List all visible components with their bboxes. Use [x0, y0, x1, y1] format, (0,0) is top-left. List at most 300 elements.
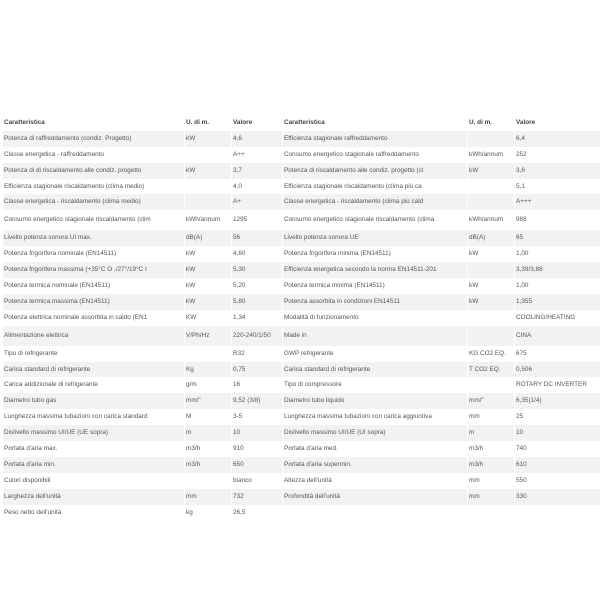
cell-unit-left	[185, 294, 232, 310]
cell-text: kW	[186, 134, 196, 142]
cell-unit-left	[185, 409, 232, 425]
cell-text: Portata d'aria min.	[4, 460, 56, 468]
cell-text: 0,506	[516, 365, 532, 373]
cell-text: 65	[516, 234, 524, 242]
cell-characteristic-left	[3, 346, 185, 362]
cell-text: mm	[469, 492, 480, 500]
cell-value-right	[515, 362, 600, 378]
cell-text: Diametro tubo gas	[4, 397, 57, 405]
cell-text: Livello potenza sonora UI max.	[4, 234, 92, 242]
cell-characteristic-right	[283, 505, 468, 521]
header-characteristic-left: Caratteristica	[3, 115, 185, 131]
cell-unit-right	[468, 179, 515, 195]
cell-characteristic-left	[3, 441, 185, 457]
cell-text: Portata d'aria max.	[4, 445, 58, 453]
cell-unit-right	[468, 246, 515, 262]
cell-text: m	[469, 429, 475, 437]
cell-text: Modalità di funzionamento	[284, 313, 359, 321]
cell-value-left	[232, 246, 283, 262]
table-row	[3, 326, 600, 346]
table-row	[3, 210, 600, 230]
cell-characteristic-right	[283, 425, 468, 441]
cell-unit-left	[185, 377, 232, 393]
cell-value-right	[515, 377, 600, 393]
cell-value-right	[515, 163, 600, 179]
table-row	[3, 362, 600, 378]
cell-text: 9,52 (3/8)	[233, 397, 261, 405]
cell-text: Potenza termica minima (EN14511)	[284, 282, 385, 290]
cell-characteristic-right	[283, 346, 468, 362]
cell-text: m3/h	[469, 445, 484, 453]
cell-value-left	[232, 262, 283, 278]
cell-characteristic-left	[3, 194, 185, 210]
cell-text: kW	[469, 250, 479, 258]
cell-value-left	[232, 294, 283, 310]
cell-text: Classe energetica - raffreddamento	[4, 150, 105, 158]
cell-characteristic-right	[283, 310, 468, 326]
cell-unit-left	[185, 505, 232, 521]
cell-unit-right	[468, 262, 515, 278]
cell-text: m3/h	[469, 460, 484, 468]
cell-characteristic-left	[3, 505, 185, 521]
cell-value-left	[232, 131, 283, 147]
cell-unit-right	[468, 425, 515, 441]
cell-unit-right	[468, 457, 515, 473]
cell-text: kW	[469, 297, 479, 305]
cell-characteristic-right	[283, 179, 468, 195]
cell-value-right	[515, 441, 600, 457]
cell-text: Potenza frigorifera nominale (EN14511)	[4, 250, 117, 258]
cell-text: m	[186, 429, 192, 437]
cell-text: Dislivello massimo UI/UE (UI sopra)	[284, 429, 386, 437]
cell-text: KG CO2 EQ.	[469, 349, 506, 357]
cell-unit-right	[468, 163, 515, 179]
table-row	[3, 194, 600, 210]
cell-value-right	[515, 147, 600, 163]
cell-value-left	[232, 230, 283, 246]
cell-text: Consumo energetico stagionale riscaldamento (clim	[4, 216, 151, 224]
table-row	[3, 294, 600, 310]
cell-text: Consumo energetico stagionale raffreddamento	[284, 150, 419, 158]
cell-text: Colori disponibili	[4, 476, 51, 484]
cell-unit-right	[468, 441, 515, 457]
cell-value-right	[515, 262, 600, 278]
cell-characteristic-right	[283, 230, 468, 246]
cell-value-left	[232, 194, 283, 210]
cell-characteristic-right	[283, 278, 468, 294]
cell-characteristic-right	[283, 393, 468, 409]
cell-text: m3/h	[186, 445, 201, 453]
cell-text: 5,30	[233, 266, 246, 274]
cell-text: 0,75	[233, 365, 246, 373]
cell-value-right	[515, 131, 600, 147]
cell-text: 4,60	[233, 250, 246, 258]
cell-unit-right	[468, 230, 515, 246]
cell-characteristic-left	[3, 147, 185, 163]
table-row	[3, 393, 600, 409]
cell-characteristic-left	[3, 210, 185, 230]
cell-value-right	[515, 489, 600, 505]
cell-unit-right	[468, 278, 515, 294]
cell-text: Potenza termica massima (EN14511)	[4, 297, 110, 305]
cell-text: kW	[469, 166, 479, 174]
cell-characteristic-left	[3, 425, 185, 441]
cell-characteristic-right	[283, 163, 468, 179]
cell-characteristic-left	[3, 457, 185, 473]
cell-text: CINA	[516, 331, 532, 339]
cell-unit-right	[468, 489, 515, 505]
cell-text: Potenza termica nominale (EN14511)	[4, 282, 111, 290]
cell-text: 10	[516, 429, 524, 437]
table-row	[3, 409, 600, 425]
cell-unit-left	[185, 278, 232, 294]
cell-value-right	[515, 294, 600, 310]
cell-unit-right	[468, 473, 515, 489]
cell-characteristic-left	[3, 489, 185, 505]
cell-text: bianco	[233, 476, 252, 484]
cell-text: A++	[233, 150, 245, 158]
cell-text: 5,80	[233, 297, 246, 305]
cell-text: Classe energetica - riscaldamento (clima medio)	[4, 198, 141, 206]
cell-unit-left	[185, 441, 232, 457]
cell-value-left	[232, 425, 283, 441]
cell-value-left	[232, 179, 283, 195]
cell-text: dB(A)	[186, 234, 203, 242]
cell-text: kWh/annum	[186, 216, 221, 224]
cell-text: V/Ph/Hz	[186, 331, 210, 339]
cell-text: 732	[233, 492, 244, 500]
cell-characteristic-left	[3, 294, 185, 310]
cell-text: Potenza frigorifera massima (+35°C O ./27°/19°C I	[4, 266, 147, 274]
cell-text: 252	[516, 150, 527, 158]
cell-text: 3,39/3,88	[516, 266, 543, 274]
cell-unit-left	[185, 194, 232, 210]
cell-text: A+	[233, 198, 241, 206]
cell-unit-right	[468, 346, 515, 362]
cell-text: mm/"	[186, 397, 201, 405]
spec-table	[3, 115, 600, 520]
cell-text: KW	[186, 313, 197, 321]
cell-text: Carica standard di refrigerante	[284, 365, 371, 373]
cell-text: 330	[516, 492, 527, 500]
cell-text: 1,355	[516, 297, 532, 305]
cell-text: 1,34	[233, 313, 246, 321]
cell-value-left	[232, 393, 283, 409]
header-value-left: Valore	[232, 115, 283, 131]
cell-text: Efficienza energetica secondo la norma EN14511-201	[284, 266, 437, 274]
cell-value-right	[515, 210, 600, 230]
cell-value-right	[515, 473, 600, 489]
cell-characteristic-right	[283, 131, 468, 147]
cell-text: 650	[233, 460, 244, 468]
cell-characteristic-right	[283, 210, 468, 230]
cell-text: 675	[516, 349, 527, 357]
table-row	[3, 441, 600, 457]
cell-text: Diametro tubo liquido	[284, 397, 345, 405]
cell-value-right	[515, 425, 600, 441]
cell-text: A+++	[516, 198, 532, 206]
cell-unit-left	[185, 163, 232, 179]
cell-text: Peso netto dell'unità	[4, 508, 62, 516]
cell-value-right	[515, 346, 600, 362]
cell-text: 56	[233, 234, 241, 242]
cell-characteristic-right	[283, 294, 468, 310]
cell-text: 1,00	[516, 282, 529, 290]
cell-text: dB(A)	[469, 234, 486, 242]
table-row	[3, 262, 600, 278]
cell-value-left	[232, 457, 283, 473]
cell-text: 5,20	[233, 282, 246, 290]
cell-value-right	[515, 310, 600, 326]
cell-text: mm	[469, 476, 480, 484]
cell-value-left	[232, 473, 283, 489]
cell-text: m3/h	[186, 460, 201, 468]
table-row	[3, 278, 600, 294]
cell-unit-right	[468, 310, 515, 326]
cell-unit-left	[185, 246, 232, 262]
header-value-right: Valore	[515, 115, 600, 131]
cell-text: Portata d'aria supermin.	[284, 460, 352, 468]
cell-value-right	[515, 278, 600, 294]
cell-text: 4,0	[233, 182, 242, 190]
cell-characteristic-right	[283, 326, 468, 346]
cell-text: kWh/annum	[469, 216, 504, 224]
cell-unit-left	[185, 425, 232, 441]
cell-unit-right	[468, 505, 515, 521]
cell-unit-right	[468, 393, 515, 409]
cell-unit-left	[185, 362, 232, 378]
cell-text: 550	[516, 476, 527, 484]
cell-unit-left	[185, 147, 232, 163]
cell-text: Potenza di di riscaldamento alle condiz. progetto	[4, 166, 142, 174]
cell-value-left	[232, 362, 283, 378]
cell-unit-right	[468, 131, 515, 147]
cell-value-right	[515, 393, 600, 409]
header-unit-left: U. di m.	[185, 115, 232, 131]
cell-characteristic-left	[3, 163, 185, 179]
cell-text: 910	[233, 445, 244, 453]
cell-unit-right	[468, 147, 515, 163]
cell-text: Efficienza stagionale riscaldamento (clima medio)	[4, 182, 145, 190]
cell-text: Lunghezza massima tubazioni con carica standard	[4, 413, 148, 421]
cell-text: kWh/annum	[469, 150, 504, 158]
cell-characteristic-left	[3, 473, 185, 489]
cell-unit-right	[468, 194, 515, 210]
cell-characteristic-left	[3, 362, 185, 378]
cell-text: Carica standard di refrigerante	[4, 365, 91, 373]
cell-characteristic-left	[3, 278, 185, 294]
cell-value-right	[515, 409, 600, 425]
cell-text: 1295	[233, 216, 248, 224]
cell-characteristic-left	[3, 246, 185, 262]
cell-text: 10	[233, 429, 241, 437]
table-row	[3, 377, 600, 393]
cell-value-right	[515, 246, 600, 262]
cell-unit-left	[185, 310, 232, 326]
cell-text: Potenza assorbita in condizioni EN14511	[284, 297, 401, 305]
cell-characteristic-left	[3, 326, 185, 346]
cell-text: Lunghezza massima tubazioni con carica aggiuntiva	[284, 413, 432, 421]
cell-value-right	[515, 179, 600, 195]
cell-value-left	[232, 377, 283, 393]
table-row	[3, 163, 600, 179]
cell-text: Tipo di compressore	[284, 381, 342, 389]
cell-text: R32	[233, 349, 245, 357]
cell-unit-left	[185, 346, 232, 362]
cell-value-left	[232, 489, 283, 505]
cell-text: Consumo energetico stagionale riscaldamento (clima	[284, 216, 435, 224]
table-row	[3, 179, 600, 195]
cell-value-left	[232, 310, 283, 326]
cell-characteristic-right	[283, 409, 468, 425]
cell-text: Altezza dell'unità	[284, 476, 332, 484]
cell-text: 3-5	[233, 413, 243, 421]
table-row	[3, 246, 600, 262]
cell-value-right	[515, 326, 600, 346]
cell-text: 6,4	[516, 134, 525, 142]
cell-text: kg	[186, 508, 193, 516]
cell-value-right	[515, 457, 600, 473]
cell-text: Potenza elettrica nominale assorbita in caldo (EN1	[4, 313, 148, 321]
cell-text: 6,35(1/4)	[516, 397, 542, 405]
header-unit-right: U. di m.	[468, 115, 515, 131]
cell-text: Efficienza stagionale raffreddamento	[284, 134, 388, 142]
cell-text: Potenza di raffreddamento (condiz. Progetto)	[4, 134, 132, 142]
table-row	[3, 310, 600, 326]
cell-value-right	[515, 230, 600, 246]
table-row	[3, 147, 600, 163]
cell-characteristic-left	[3, 377, 185, 393]
cell-text: Potenza frigorifera minima (EN14511)	[284, 250, 391, 258]
cell-characteristic-left	[3, 409, 185, 425]
cell-text: kW	[186, 266, 196, 274]
cell-text: Profondità dell'unità	[284, 492, 340, 500]
cell-text: mm/"	[469, 397, 484, 405]
cell-characteristic-left	[3, 179, 185, 195]
cell-characteristic-left	[3, 230, 185, 246]
cell-value-right	[515, 505, 600, 521]
cell-unit-left	[185, 489, 232, 505]
cell-text: GWP refrigerante	[284, 349, 334, 357]
cell-text: Larghezza dell'unità	[4, 492, 61, 500]
cell-text: mm	[186, 492, 197, 500]
cell-value-left	[232, 505, 283, 521]
cell-characteristic-right	[283, 262, 468, 278]
cell-characteristic-right	[283, 473, 468, 489]
cell-text: ROTARY DC INVERTER	[516, 381, 587, 389]
cell-characteristic-right	[283, 489, 468, 505]
table-row	[3, 230, 600, 246]
cell-value-left	[232, 210, 283, 230]
cell-text: COOLING/HEATING	[516, 313, 576, 321]
cell-unit-right	[468, 409, 515, 425]
cell-value-left	[232, 147, 283, 163]
cell-text: 3,7	[233, 166, 242, 174]
cell-unit-right	[468, 362, 515, 378]
table-row	[3, 489, 600, 505]
cell-text: Dislivello massimo UI/UE (UE sopra)	[4, 429, 109, 437]
cell-text: Alimentazione elettrica	[4, 331, 69, 339]
cell-text: kW	[186, 297, 196, 305]
cell-unit-right	[468, 377, 515, 393]
cell-text: mm	[469, 413, 480, 421]
cell-characteristic-left	[3, 131, 185, 147]
cell-text: kW	[186, 282, 196, 290]
cell-unit-left	[185, 326, 232, 346]
cell-text: kW	[186, 250, 196, 258]
cell-unit-right	[468, 294, 515, 310]
cell-unit-right	[468, 326, 515, 346]
cell-characteristic-left	[3, 310, 185, 326]
cell-characteristic-right	[283, 457, 468, 473]
header-characteristic-right: Caratteristica	[283, 115, 468, 131]
cell-text: 16	[233, 381, 241, 389]
cell-text: g/m	[186, 381, 197, 389]
cell-text: 25	[516, 413, 524, 421]
table-row	[3, 346, 600, 362]
cell-text: 220-240/1/50	[233, 331, 271, 339]
cell-text: Efficienza stagionale riscaldamento (clima più ca	[284, 182, 422, 190]
cell-text: 1,00	[516, 250, 529, 258]
cell-value-left	[232, 441, 283, 457]
cell-text: Portata d'aria med.	[284, 445, 338, 453]
cell-text: M	[186, 413, 192, 421]
table-row	[3, 425, 600, 441]
cell-text: 610	[516, 460, 527, 468]
cell-value-left	[232, 346, 283, 362]
cell-text: 5,1	[516, 182, 525, 190]
cell-unit-left	[185, 473, 232, 489]
cell-value-left	[232, 326, 283, 346]
cell-characteristic-right	[283, 194, 468, 210]
cell-value-right	[515, 194, 600, 210]
cell-text: Kg	[186, 365, 194, 373]
cell-value-left	[232, 409, 283, 425]
cell-text: T CO2 EQ.	[469, 365, 501, 373]
cell-unit-left	[185, 210, 232, 230]
cell-text: kW	[469, 282, 479, 290]
cell-text: Potenza di riscaldamento alle condiz. progetto (cl	[284, 166, 424, 174]
cell-text: 26,5	[233, 508, 246, 516]
cell-text: Made in	[284, 331, 307, 339]
cell-text: Livello potenza sonora UE	[284, 234, 359, 242]
cell-characteristic-right	[283, 362, 468, 378]
cell-unit-left	[185, 262, 232, 278]
cell-characteristic-right	[283, 147, 468, 163]
cell-unit-right	[468, 210, 515, 230]
cell-characteristic-right	[283, 246, 468, 262]
cell-unit-left	[185, 393, 232, 409]
cell-text: 3,6	[516, 166, 525, 174]
cell-text: 740	[516, 445, 527, 453]
table-row	[3, 457, 600, 473]
cell-unit-left	[185, 179, 232, 195]
cell-unit-left	[185, 457, 232, 473]
cell-characteristic-left	[3, 393, 185, 409]
cell-characteristic-right	[283, 441, 468, 457]
cell-text: 988	[516, 216, 527, 224]
cell-unit-left	[185, 131, 232, 147]
table-row	[3, 473, 600, 489]
table-row	[3, 505, 600, 521]
table-row	[3, 131, 600, 147]
cell-text: 4,6	[233, 134, 242, 142]
cell-value-left	[232, 163, 283, 179]
cell-unit-left	[185, 230, 232, 246]
cell-characteristic-right	[283, 377, 468, 393]
cell-text: Carica addizionale di refrigerante	[4, 381, 98, 389]
cell-value-left	[232, 278, 283, 294]
